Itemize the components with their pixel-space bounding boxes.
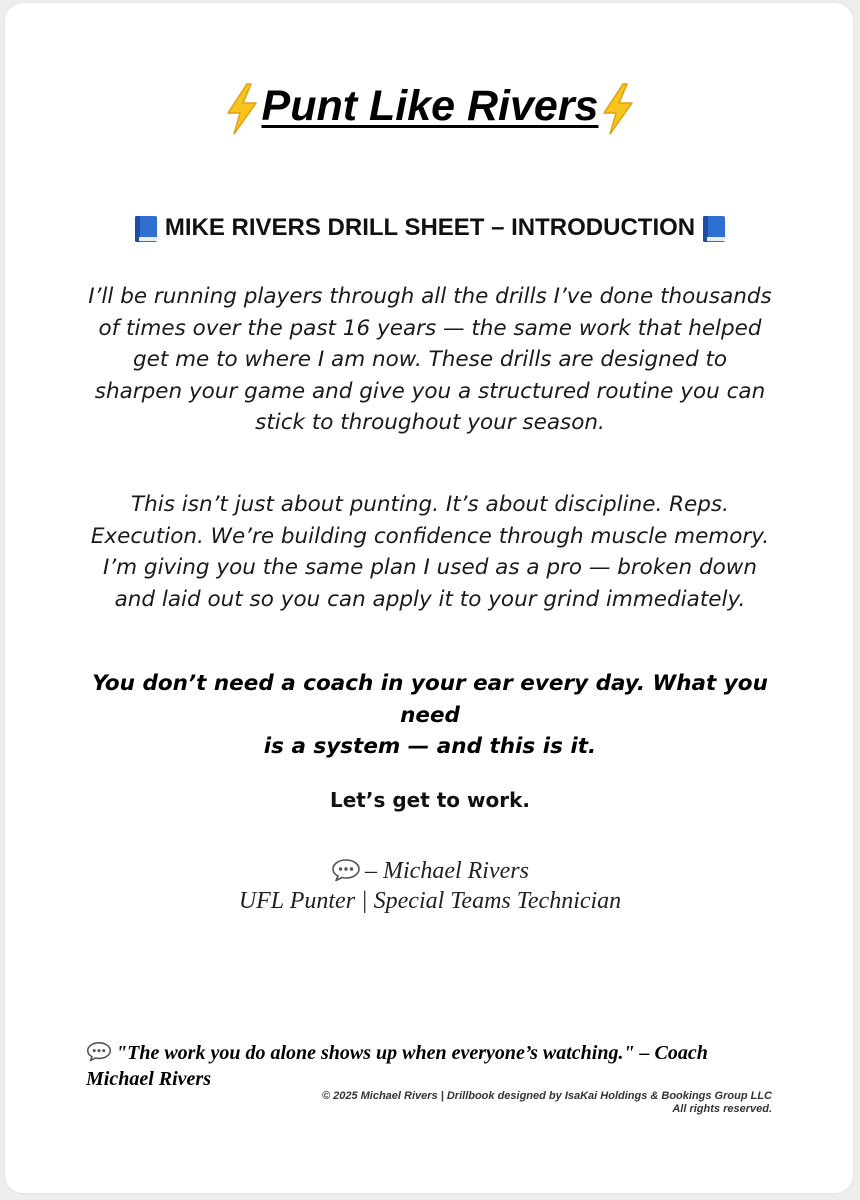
intro-paragraph-1 <box>70 281 790 439</box>
heading-text: MIKE RIVERS DRILL SHEET – INTRODUCTION <box>164 214 696 241</box>
rights-line: All rights reserved. <box>672 1103 772 1115</box>
section-heading <box>0 210 860 246</box>
text-line: of times over the past 16 years — the same work that helped <box>98 315 762 341</box>
title-text: Punt Like Rivers <box>261 82 599 130</box>
text-line: I’m giving you the same plan I used as a pro — broken down <box>102 555 757 580</box>
intro-paragraph-3 <box>70 668 790 763</box>
signature-name: – Michael Rivers <box>365 858 529 884</box>
text-line: and laid out so you can apply it to your grind immediately. <box>114 586 746 612</box>
text-line: get me to where I am now. These drills are designed to <box>132 347 728 372</box>
footer <box>86 1090 772 1116</box>
signature-block <box>0 856 860 916</box>
signature-name-line <box>0 856 860 886</box>
lightning-bolt-icon <box>222 83 262 135</box>
signature-role: UFL Punter | Special Teams Technician <box>238 888 622 914</box>
blue-book-icon <box>133 215 159 243</box>
page-title <box>0 78 860 135</box>
text-line: I’ll be running players through all the drills I’ve done thousands <box>88 284 772 309</box>
intro-paragraph-2 <box>70 489 790 615</box>
closing-quote <box>86 1040 776 1092</box>
lightning-bolt-icon <box>598 83 638 135</box>
call-to-action: Let’s get to work. <box>330 788 530 812</box>
copyright-line: © 2025 Michael Rivers | Drillbook designed by IsaKai Holdings & Bookings Group LLC <box>321 1090 772 1102</box>
text-line: stick to throughout your season. <box>255 410 605 435</box>
speech-bubble-icon <box>331 858 361 882</box>
text-line: You don’t need a coach in your ear every day. What you need <box>92 671 768 728</box>
blue-book-icon <box>701 215 727 243</box>
text-line: is a system — and this is it. <box>263 734 597 759</box>
text-line: sharpen your game and give you a structured routine you can <box>94 378 766 404</box>
speech-bubble-icon <box>86 1041 112 1062</box>
text-line: Execution. We’re building confidence through muscle memory. <box>90 523 770 549</box>
quote-text: "The work you do alone shows up when everyone’s watching." – Coach Michael Rivers <box>86 1042 708 1090</box>
text-line: This isn’t just about punting. It’s about discipline. Reps. <box>131 492 729 517</box>
